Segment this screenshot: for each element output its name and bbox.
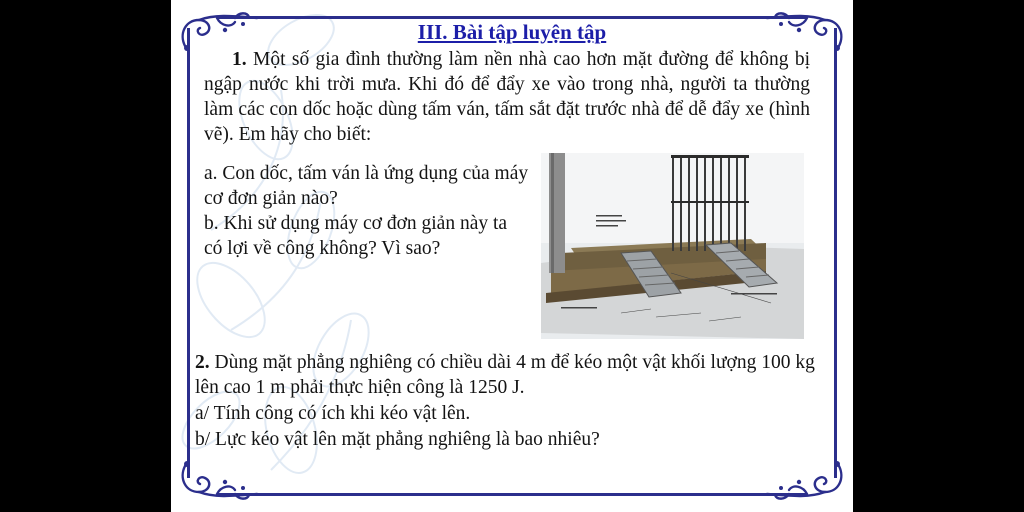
page-title: III. Bài tập luyện tập: [417, 20, 607, 44]
frame-top-border: [217, 16, 807, 19]
exercise-1-question-a: a. Con dốc, tấm ván là ứng dụng của máy cơ đơn giản nào?: [204, 163, 529, 209]
frame-bottom-border: [217, 493, 807, 496]
ornament-corner-icon: [763, 460, 849, 504]
exercise-2-question-a: a/ Tính công có ích khi kéo vật lên.: [195, 403, 471, 424]
exercise-1-intro: [204, 47, 810, 147]
exercise-1-question-b: b. Khi sử dụng máy cơ đơn giản này ta có lợi về công không? Vì sao?: [204, 213, 508, 259]
exercise-1-text: Một số gia đình thường làm nền nhà cao hơn mặt đường để không bị ngập nước khi trời mưa. Khi đó để đẩy xe vào trong nhà, người ta thường làm các con dốc hoặc dùng tấm ván, tấm sắt đặt trước nhà để dễ đẩy xe (hình vẽ). Em hãy cho biết:: [204, 49, 811, 145]
ramp-illustration: [541, 153, 804, 339]
exercise-2-question-b: b/ Lực kéo vật lên mặt phẳng nghiêng là bao nhiêu?: [195, 429, 600, 450]
exercise-1-number: 1.: [232, 49, 247, 70]
ornament-corner-icon: [175, 460, 261, 504]
frame-left-border: [187, 28, 190, 478]
exercise-2-intro: [195, 350, 835, 400]
exercise-2-number: 2.: [195, 352, 210, 373]
exercise-2-text: Dùng mặt phẳng nghiêng có chiều dài 4 m để kéo một vật khối lượng 100 kg lên cao 1 m phải thực hiện công là 1250 J.: [195, 352, 815, 398]
slide: [171, 0, 853, 512]
